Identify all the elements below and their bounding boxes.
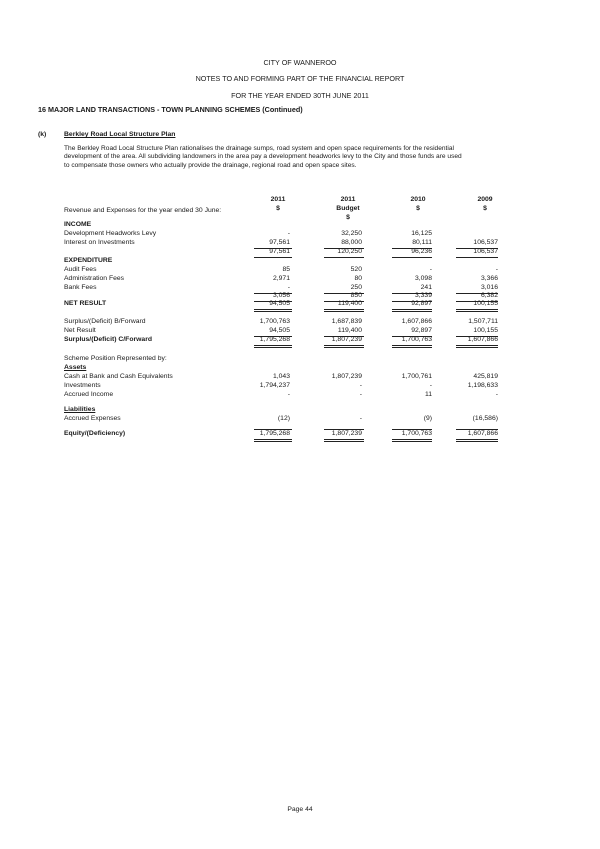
cell: - [495, 266, 498, 273]
cell: 1,807,239 [331, 430, 362, 437]
liabilities-heading: Liabilities [64, 406, 96, 413]
total-rule [324, 439, 364, 440]
cell: 94,505 [269, 327, 290, 334]
total-rule [254, 439, 292, 440]
cell: 3,056 [272, 292, 290, 299]
total-rule [392, 347, 432, 348]
total-rule [324, 345, 364, 346]
col-budget-year: 2011 [340, 196, 356, 203]
cell: 97,561 [269, 239, 290, 246]
total-rule [392, 345, 432, 346]
total-rule [254, 345, 292, 346]
row-label: Audit Fees [64, 266, 97, 273]
cell: 241 [420, 284, 432, 291]
cell: - [287, 284, 290, 291]
cell: 1,807,239 [331, 336, 362, 343]
cell: 1,700,763 [401, 336, 432, 343]
scheme-heading: Scheme Position Represented by: [64, 355, 167, 362]
cell: 1,795,268 [259, 336, 290, 343]
item-description: The Berkley Road Local Structure Plan rationalises the drainage sumps, road system and open space requirements for the residential development of the area. All subdividing landowners in the area pay a development headworks levy to the City and those funds are used to compensate those owners who actually provide the drainage, regional road and open space sites. [64, 145, 462, 169]
cell: 85 [282, 266, 290, 273]
cell: 80 [354, 275, 362, 282]
cell: 119,400 [337, 327, 362, 334]
cell: - [429, 266, 432, 273]
col-budget-sub: $ [346, 214, 350, 221]
total-rule [254, 257, 292, 258]
cell: - [359, 391, 362, 398]
cell: 3,016 [480, 284, 498, 291]
row-label: Bank Fees [64, 284, 97, 291]
total-rule [324, 309, 364, 310]
report-period: FOR THE YEAR ENDED 30TH JUNE 2011 [231, 91, 369, 100]
cell: 3,339 [414, 292, 432, 299]
row-label: Administration Fees [64, 275, 125, 282]
cell: (16,586) [472, 415, 498, 422]
net-result-label: NET RESULT [64, 300, 107, 307]
total-rule [392, 439, 432, 440]
section-title: 16 MAJOR LAND TRANSACTIONS - TOWN PLANNING SCHEMES (Continued) [38, 105, 303, 114]
total-rule [456, 441, 498, 442]
cell: 100,155 [473, 300, 498, 307]
cell: 11 [424, 391, 432, 398]
cell: 1,687,839 [331, 318, 362, 325]
income-heading: INCOME [64, 221, 92, 228]
row-label: Accrued Income [64, 391, 114, 398]
report-title: NOTES TO AND FORMING PART OF THE FINANCIAL REPORT [195, 74, 405, 83]
expenditure-heading: EXPENDITURE [64, 257, 113, 264]
cell: (12) [277, 415, 290, 422]
cell: 425,819 [473, 373, 498, 380]
cell: 120,250 [337, 248, 362, 255]
cell: 1,607,866 [467, 430, 498, 437]
cell: 6,382 [480, 292, 498, 299]
cell: 106,537 [473, 248, 498, 255]
col-2011-unit: $ [276, 205, 280, 212]
cell: 16,125 [411, 230, 432, 237]
row-label: Investments [64, 382, 101, 389]
cell: 1,043 [272, 373, 290, 380]
total-rule [254, 309, 292, 310]
total-rule [392, 311, 432, 312]
equity-label: Equity/(Deficiency) [64, 430, 126, 437]
cell: 97,561 [269, 248, 290, 255]
col-2009-unit: $ [483, 205, 487, 212]
cell: 32,250 [341, 230, 362, 237]
row-label: Accrued Expenses [64, 415, 121, 422]
cell: 1,795,268 [259, 430, 290, 437]
cell: - [495, 391, 498, 398]
cell: 3,366 [480, 275, 498, 282]
total-rule [254, 441, 292, 442]
cell: 106,537 [473, 239, 498, 246]
total-rule [456, 309, 498, 310]
row-label: Development Headworks Levy [64, 230, 157, 237]
cell: 119,400 [337, 300, 362, 307]
total-rule [392, 441, 432, 442]
total-rule [392, 257, 432, 258]
item-title: Berkley Road Local Structure Plan [64, 131, 176, 138]
cell: 100,155 [473, 327, 498, 334]
row-label: Net Result [64, 327, 96, 334]
cell: (9) [423, 415, 432, 422]
cell: 1,700,763 [401, 430, 432, 437]
total-rule [324, 311, 364, 312]
col-2009-year: 2009 [477, 196, 493, 203]
total-rule [456, 439, 498, 440]
col-2010-unit: $ [416, 205, 420, 212]
cell: - [429, 382, 432, 389]
cell: 850 [350, 292, 362, 299]
cell: 92,897 [411, 327, 432, 334]
cell: 94,505 [269, 300, 290, 307]
total-rule [254, 311, 292, 312]
cell: 250 [350, 284, 362, 291]
row-label: Interest on Investments [64, 239, 135, 246]
total-rule [392, 309, 432, 310]
cell: 520 [350, 266, 362, 273]
total-rule [324, 347, 364, 348]
cell: - [287, 230, 290, 237]
cell: 1,807,239 [331, 373, 362, 380]
cell: 80,111 [412, 239, 432, 246]
total-rule [456, 345, 498, 346]
item-marker: (k) [38, 131, 47, 138]
row-label: Surplus/(Deficit) C/Forward [64, 336, 152, 343]
total-rule [324, 441, 364, 442]
total-rule [456, 311, 498, 312]
cell: 92,897 [411, 300, 432, 307]
total-rule [254, 347, 292, 348]
cell: 1,794,237 [259, 382, 290, 389]
cell: - [359, 415, 362, 422]
total-rule [456, 257, 498, 258]
page-number: Page 44 [287, 806, 313, 813]
row-label: Cash at Bank and Cash Equivalents [64, 373, 173, 380]
col-2011-year: 2011 [270, 196, 286, 203]
row-label: Surplus/(Deficit) B/Forward [64, 318, 146, 325]
cell: - [287, 391, 290, 398]
cell: 2,971 [272, 275, 290, 282]
total-rule [324, 257, 364, 258]
cell: 1,507,711 [468, 318, 498, 325]
assets-heading: Assets [64, 364, 87, 371]
cell: 1,607,866 [467, 336, 498, 343]
cell: - [359, 382, 362, 389]
cell: 1,700,761 [401, 373, 432, 380]
cell: 1,198,633 [467, 382, 498, 389]
cell: 1,700,763 [259, 318, 290, 325]
cell: 96,236 [411, 248, 432, 255]
col-2010-year: 2010 [410, 196, 426, 203]
col-budget-unit: Budget [336, 205, 360, 212]
cell: 88,000 [341, 239, 362, 246]
cell: 3,098 [414, 275, 432, 282]
org-name: CITY OF WANNEROO [263, 58, 337, 67]
table-label: Revenue and Expenses for the year ended 30 June: [64, 207, 222, 214]
total-rule [456, 347, 498, 348]
cell: 1,607,866 [401, 318, 432, 325]
